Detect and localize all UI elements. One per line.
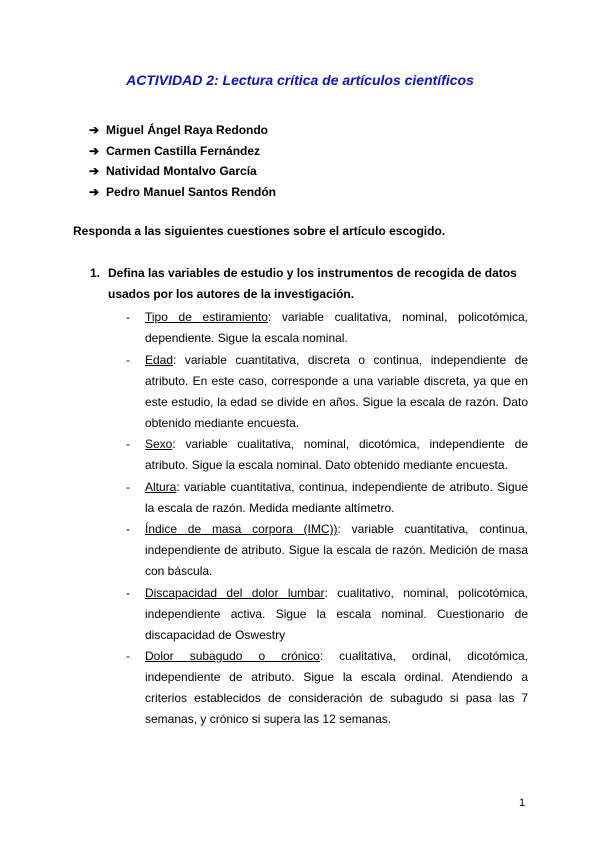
variable-term: Altura (145, 479, 177, 494)
list-item (122, 477, 528, 519)
author-item (89, 120, 276, 141)
variable-term: Edad (145, 352, 174, 367)
author-name: Carmen Castilla Fernández (106, 143, 261, 158)
page-number: 1 (519, 797, 526, 809)
variable-description: : variable cualitativa, nominal, dicotómica, independiente de atributo. Sigue la escala nominal. Dato obtenido mediante encuesta. (145, 437, 528, 472)
variable-description: : variable cualitativa, nominal, policotómica, dependiente. Sigue la escala nominal. (145, 310, 528, 345)
question-number: 1. (90, 266, 101, 280)
variable-term: Índice de masa corpora (IMC)) (145, 522, 338, 536)
dash-bullet: - (126, 352, 130, 367)
instruction-text: Responda a las siguientes cuestiones sobre el artículo escogido. (73, 224, 446, 238)
author-list (89, 120, 276, 202)
list-item (122, 434, 528, 476)
variable-description: : variable cuantitativa, continua, independiente de atributo. Sigue la escala de razón. Medición de masa con báscula. (145, 522, 528, 578)
variable-description: : cualitativa, ordinal, dicotómica, independiente de atributo. Sigue la escala ordinal. Atendiendo a criterios establecidos de consideración de subagudo si pasa las 7 semanas, y crónico si supera las 12 semanas. (145, 649, 528, 726)
arrow-icon: ➔ (89, 164, 100, 178)
dash-bullet: - (126, 310, 130, 324)
variable-description: : variable cuantitativa, discreta o continua, independiente de atributo. En este caso, corresponde a una variable discreta, ya que en este estudio, la edad se divide en años. Sigue la escala de razón. Dato obtenido mediante encuesta. (145, 352, 528, 430)
arrow-icon: ➔ (89, 143, 100, 158)
author-name: Natividad Montalvo García (106, 164, 257, 178)
variable-term: Discapacidad del dolor lumbar (145, 585, 325, 600)
variable-list (122, 307, 528, 731)
dash-bullet: - (126, 649, 130, 663)
document-title: ACTIVIDAD 2: Lectura crítica de artículos científicos (126, 72, 474, 88)
question-text: Defina las variables de estudio y los instrumentos de recogida de datos usados por los autores de la investigación. (108, 266, 517, 301)
list-item (122, 307, 528, 349)
author-item (89, 141, 276, 162)
author-name: Pedro Manuel Santos Rendón (106, 184, 277, 199)
variable-description: : cualitativo, nominal, policotómica, independiente activa. Sigue la escala nominal. Cuestionario de discapacidad de Oswestry (145, 585, 528, 642)
arrow-icon: ➔ (89, 184, 100, 199)
author-name: Miguel Ángel Raya Redondo (106, 123, 269, 137)
author-item (89, 161, 276, 182)
list-item (122, 646, 528, 730)
dash-bullet: - (126, 437, 130, 451)
variable-term: Tipo de estiramiento (145, 310, 268, 324)
dash-bullet: - (126, 522, 130, 536)
variable-term: Sexo (145, 437, 173, 451)
question-1 (90, 263, 530, 305)
variable-description: : variable cuantitativa, continua, independiente de atributo. Sigue la escala de razón. Medida mediante altímetro. (145, 479, 528, 515)
dash-bullet: - (126, 585, 130, 600)
list-item (122, 519, 528, 582)
variable-term: Dolor subagudo o crónico (145, 649, 320, 663)
dash-bullet: - (126, 479, 130, 494)
author-item (89, 182, 276, 203)
arrow-icon: ➔ (89, 123, 100, 137)
list-item (122, 350, 528, 434)
list-item (122, 583, 528, 646)
